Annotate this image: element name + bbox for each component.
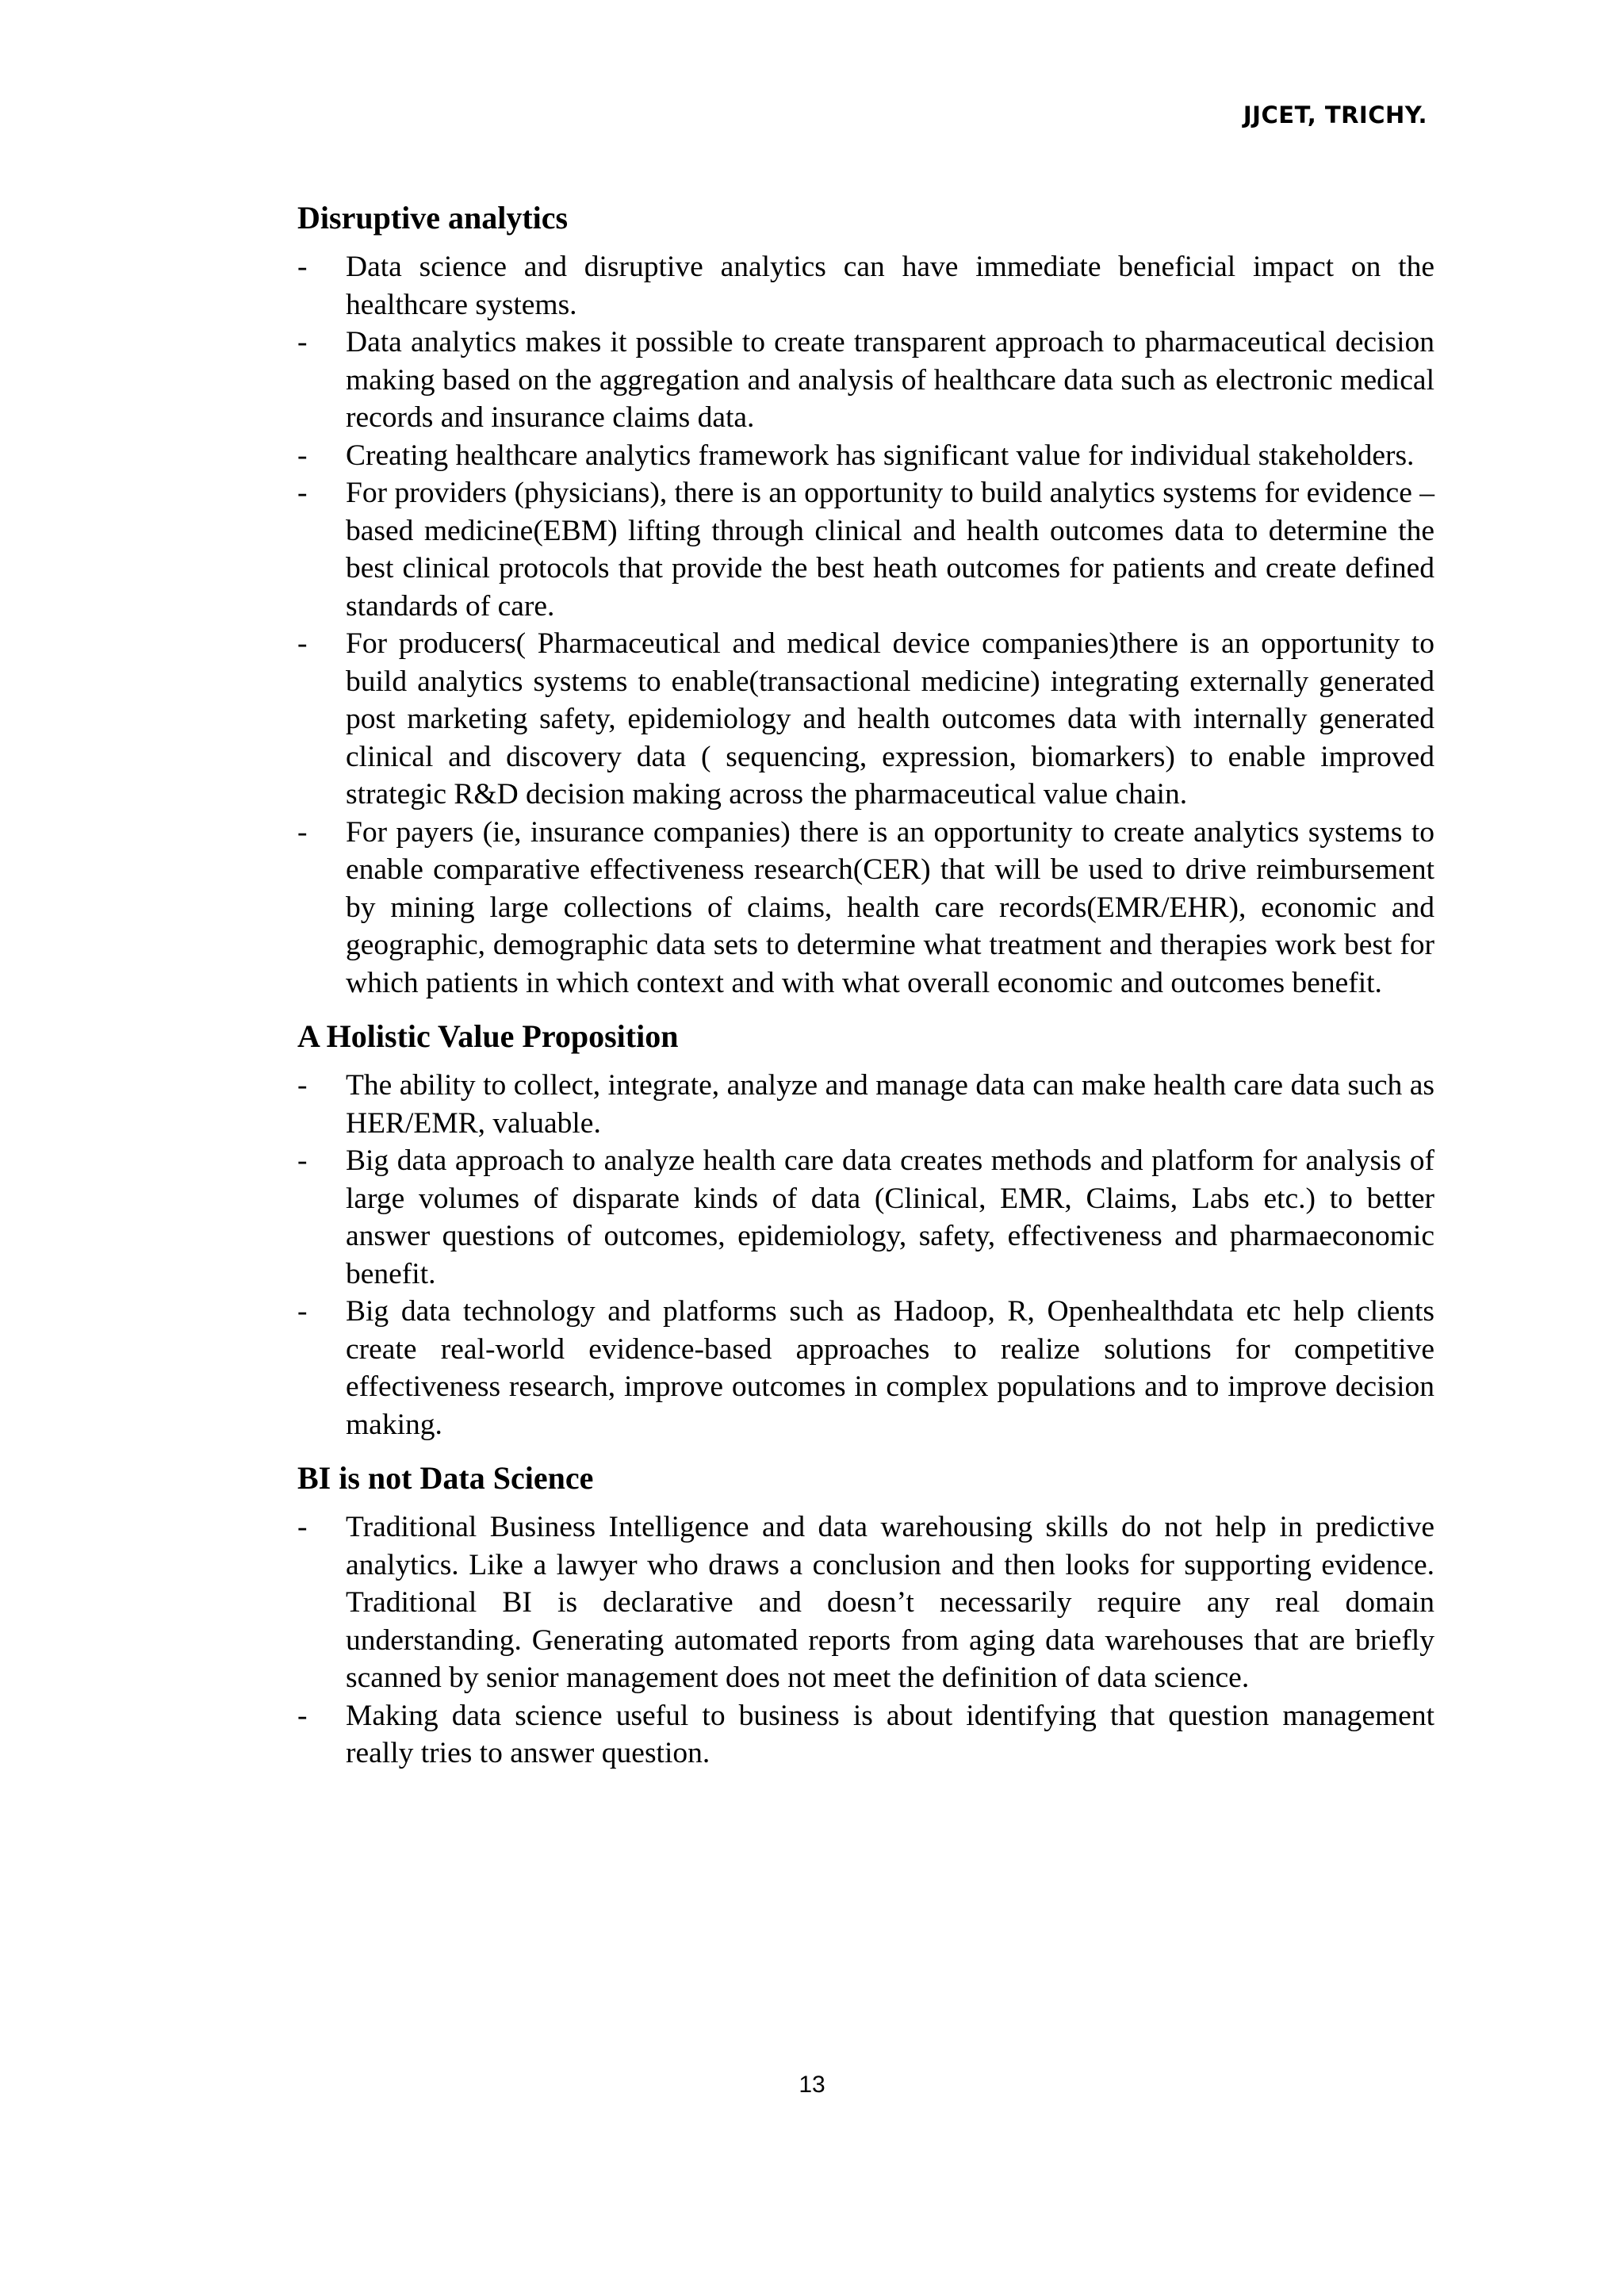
page-content xyxy=(297,194,1434,1773)
list-item-text: Data analytics makes it possible to create transparent approach to pharmaceutical decision making based on the aggregation and analysis of healthcare data such as electronic medical records and insurance claims data. xyxy=(346,326,1434,434)
section-heading: BI is not Data Science xyxy=(297,1460,594,1496)
list-item-text: Big data approach to analyze health care data creates methods and platform for analysis of large volumes of disparate kinds of data (Clinical, EMR, Claims, Labs etc.) to better answer questions of outcomes, epidemiology, safety, effectiveness and pharmaeconomic benefit. xyxy=(346,1144,1434,1290)
page-number: 13 xyxy=(799,2072,825,2098)
bullet-dash: - xyxy=(297,477,308,509)
list-item-text: Creating healthcare analytics framework has significant value for individual stakeholders. xyxy=(346,439,1415,472)
list-item xyxy=(297,1697,1434,1773)
bullet-dash: - xyxy=(297,251,308,283)
list-item xyxy=(297,1293,1434,1443)
bullet-dash: - xyxy=(297,1699,308,1732)
list-item-text: Making data science useful to business is about identifying that question management really tries to answer question. xyxy=(346,1699,1434,1769)
bullet-dash: - xyxy=(297,1144,308,1177)
section-heading: Disruptive analytics xyxy=(297,200,569,236)
bullet-dash: - xyxy=(297,439,308,472)
list-item xyxy=(297,1142,1434,1293)
bullet-dash: - xyxy=(297,627,308,660)
list-item-text: For payers (ie, insurance companies) there is an opportunity to create analytics systems to enable comparative effectiveness research(CER) that will be used to drive reimbursement by mining large collections of claims, health care records(EMR/EHR), economic and geographic, demographic data sets to determine what treatment and therapies work best for which patients in which context and with what overall economic and outcomes benefit. xyxy=(346,815,1434,999)
list-item xyxy=(297,1508,1434,1697)
bullet-list xyxy=(297,1508,1434,1773)
section-disruptive-analytics xyxy=(297,194,1434,1002)
bullet-dash: - xyxy=(297,1069,308,1102)
list-item-text: For providers (physicians), there is an opportunity to build analytics systems for evidence – based medicine(EBM) lifting through clinical and health outcomes data to determine the best clinical protocols that provide the best heath outcomes for patients and create defined standards of care. xyxy=(346,477,1434,623)
section-heading: A Holistic Value Proposition xyxy=(297,1018,679,1054)
bullet-dash: - xyxy=(297,1511,308,1543)
bullet-list xyxy=(297,1067,1434,1443)
list-item-text: Big data technology and platforms such as Hadoop, R, Openhealthdata etc help clients create real-world evidence-based approaches to realize solutions for competitive effectiveness research, improve outcomes in complex populations and to improve decision making. xyxy=(346,1295,1434,1441)
list-item-text: Traditional Business Intelligence and data warehousing skills do not help in predictive analytics. Like a lawyer who draws a conclusion and then looks for supporting evidence. Traditional BI is declarative and doesn’t necessarily require any real domain understanding. Generating automated reports from aging data warehouses that are briefly scanned by senior management does not meet the definition of data science. xyxy=(346,1511,1434,1694)
list-item xyxy=(297,437,1434,475)
bullet-list xyxy=(297,248,1434,1002)
list-item-text: Data science and disruptive analytics can have immediate beneficial impact on the healthcare systems. xyxy=(346,251,1434,321)
page-header: JJCET, TRICHY. xyxy=(1243,102,1427,128)
list-item xyxy=(297,474,1434,625)
list-item-text: For producers( Pharmaceutical and medical device companies)there is an opportunity to build analytics systems to enable(transactional medicine) integrating externally generated post marketing safety, epidemiology and health outcomes data with internally generated clinical and discovery data ( sequencing, expression, biomarkers) to enable improved strategic R&D decision making across the pharmaceutical value chain. xyxy=(346,627,1434,811)
list-item xyxy=(297,324,1434,437)
section-holistic-value-proposition xyxy=(297,1013,1434,1443)
list-item xyxy=(297,1067,1434,1142)
bullet-dash: - xyxy=(297,815,308,849)
list-item xyxy=(297,625,1434,814)
list-item xyxy=(297,248,1434,324)
list-item-text: The ability to collect, integrate, analyze and manage data can make health care data such as HER/EMR, valuable. xyxy=(346,1069,1434,1140)
list-item xyxy=(297,814,1434,1002)
section-bi-not-data-science xyxy=(297,1455,1434,1773)
bullet-dash: - xyxy=(297,326,308,358)
bullet-dash: - xyxy=(297,1295,308,1328)
